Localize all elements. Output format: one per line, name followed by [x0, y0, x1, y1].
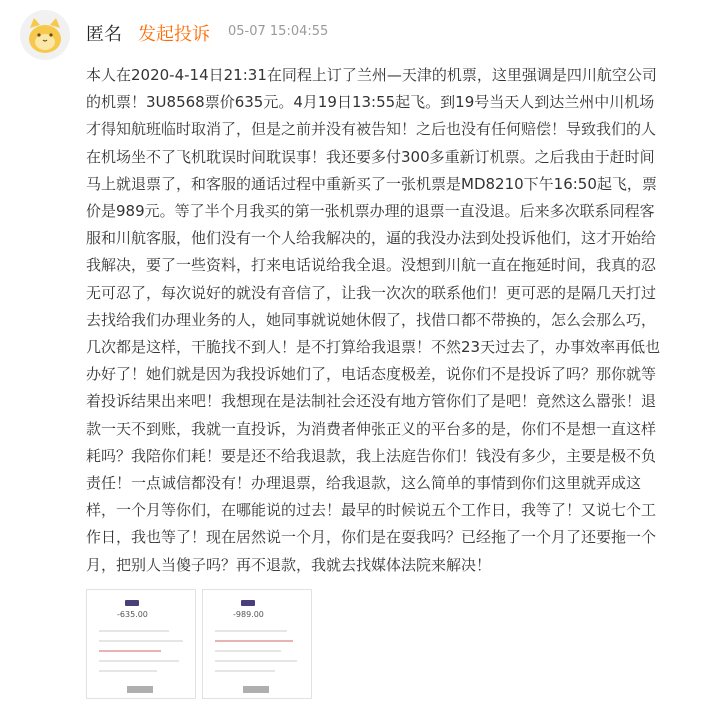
detail-line: [215, 670, 275, 672]
avatar[interactable]: [20, 10, 70, 60]
attachment-thumbnail[interactable]: [86, 589, 196, 699]
footer-logo: [127, 686, 153, 693]
author-name: 匿名: [86, 24, 122, 45]
attachment-thumbnail[interactable]: [202, 589, 312, 699]
footer-logo: [243, 686, 269, 693]
detail-line: [215, 660, 297, 662]
post-timestamp: 05-07 15:04:55: [228, 24, 329, 39]
detail-line: [99, 640, 183, 642]
post-header: [20, 10, 700, 60]
detail-line: [99, 630, 169, 632]
detail-line: [99, 650, 161, 652]
detail-line: [99, 660, 179, 662]
refund-amount: -989.00: [233, 610, 264, 619]
detail-line: [99, 670, 157, 672]
refund-amount: -635.00: [117, 610, 148, 619]
detail-line: [215, 650, 281, 652]
cat-face-icon: [20, 10, 70, 60]
attachment-gallery: [86, 589, 416, 699]
detail-line: [215, 630, 287, 632]
app-logo-mark: [125, 600, 139, 606]
app-logo-mark: [241, 600, 255, 606]
detail-line: [215, 640, 293, 642]
start-complaint-link[interactable]: 发起投诉: [138, 24, 210, 45]
post-content: 本人在2020-4-14日21:31在同程上订了兰州—天津的机票，这里强调是四川航空公司的机票！3U8568票价635元。4月19日13:55起飞。到19号当天人到达兰州中川机场才得知航班临时取消了，但是之前并没有被告知！之后也没有任何赔偿！导致我们的人在机场坐不了飞机耽误时间耽误事！我还要多付300多重新订机票。之后我由于赶时间马上就退票了，和客服的通话过程中重新买了一张机票是MD8210下午16:50起飞，票价是989元。等了半个月我买的第一张机票办理的退票一直没退。后来多次联系同程客服和川航客服，他们没有一个人给我解决的，逼的我没办法到处投诉他们，这才开始给我解决，要了一些资料，打来电话说给我全退。没想到川航一直在拖延时间，我真的忍无可忍了，每次说好的就没有音信了，让我一次次的联系他们！更可恶的是隔几天打过去找给我们办理业务的人，她同事就说她休假了，找借口都不带换的，怎么会那么巧，几次都是这样，干脆找不到人！是不打算给我退票！不然23天过去了，办事效率再低也办好了！她们就是因为我投诉她们了，电话态度极差，说你们不是投诉了吗？那你就等着投诉结果出来吧！我想现在是法制社会还没有地方管你们了是吧！竟然这么嚣张！退款一天不到账，我就一直投诉，为消费者伸张正义的平台多的是，你们不是想一直这样耗吗？我陪你们耗！要是还不给我退款，我上法庭告你们！钱没有多少，主要是极不负责任！一点诚信都没有！办理退票，给我退款，这么简单的事情到你们这里就弄成这样，一个月等你们，在哪能说的过去！最早的时候说五个工作日，我等了！又说七个工作日，我也等了！现在居然说一个月，你们是在耍我吗？已经拖了一个月了还要拖一个月，把别人当傻子吗？再不退款，我就去找媒体法院来解决！: [86, 66, 661, 574]
